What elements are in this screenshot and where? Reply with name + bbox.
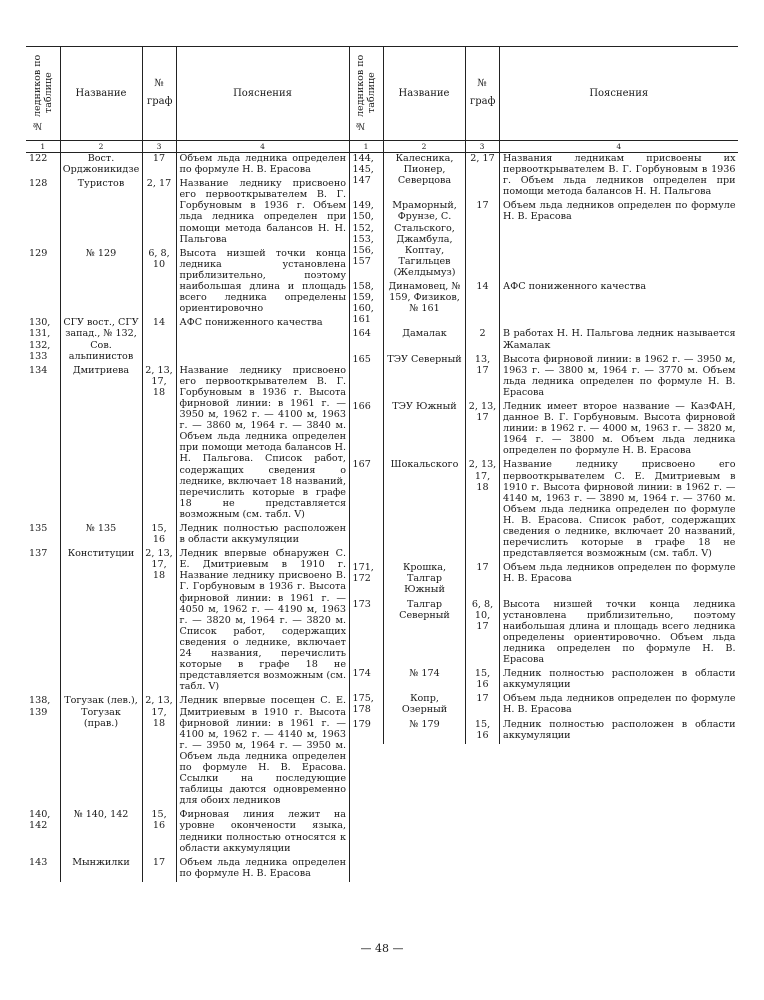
row-note: Названия ледникам присвоены их первооткрывателем В. Г. Горбуновым в 1936 г. Объем льда ледников определен при помощи метода балансов Н. Н. Пальгова [500,153,739,200]
row-number: 129 [29,247,48,259]
row-number: 171, 172 [352,562,374,585]
row-note: Объем льда ледников определен по формуле Н. В. Ерасова [500,200,739,281]
row-note: Ледник полностью расположен в области аккумуляции [176,523,349,548]
graf-number: 6, 8, 10, 17 [466,599,500,669]
col-header-num-right: № ледников по таблице [349,46,383,141]
row-number: 179 [352,718,371,730]
row-note: Ледник полностью расположен в области аккумуляции [500,668,739,693]
row-number: 134 [29,364,48,376]
graf-number: 2, 13, 17 [466,401,500,459]
colnum: 1 [349,141,383,153]
graf-number: 2, 17 [466,153,500,200]
data-table [26,46,738,882]
row-number: 166 [352,400,371,412]
glacier-name: Дмитриева [60,365,142,523]
colnum: 2 [60,141,142,153]
graf-number: 2, 13, 17, 18 [466,459,500,562]
glacier-name: Копр, Озерный [384,693,466,718]
row-note: Высота низшей точки конца ледника установлена приблизительно, поэтому наибольшая длина и площадь всего ледника определены ориентировочно [176,248,349,318]
row-note: Фирновая линия лежит на уровне окончености языка, ледники полностью относятся к области аккумуляции [176,809,349,856]
row-note: Название леднику присвоено его первооткрывателем С. Е. Дмитриевым в 1910 г. Высота фирновой линии: в 1962 г. — 4140 м, 1963 г. — 3890 м, 1964 г. — 3760 м. Объем льда ледника определен по формуле Н. В. Ерасова. Список работ, содержащих сведения о леднике, включает 20 названий, перечислить которые в графе 18 не представляется возможным (см. табл. V) [500,459,739,562]
table-row [350,354,739,401]
glacier-name: Дамалак [384,328,466,353]
table-row [26,523,349,548]
graf-number: 6, 8, 10 [142,248,176,318]
row-note: Объем льда ледников определен по формуле Н. В. Ерасова [500,693,739,718]
glacier-name: Шокальского [384,459,466,562]
row-number: 140, 142 [29,809,51,832]
col-header-graf-right [465,46,499,141]
glacier-name: Конституции [60,548,142,695]
table-row [350,668,739,693]
colnum: 4 [499,141,738,153]
row-note: Ледник впервые посещен С. Е. Дмитриевым в 1910 г. Высота фирновой линии: в 1961 г. — 4100 м, 1962 г. — 4140 м, 1963 г. — 3950 м, 1964 г. — 3950 м. Объем льда ледника определен по формуле Н. В. Ерасова. Ссылки на последующие таблицы даются одновременно для обоих ледников [176,695,349,809]
graf-number: 15, 16 [466,668,500,693]
row-number: 164 [352,328,371,340]
col-header-graf-left [142,46,176,141]
row-number: 175, 178 [352,693,374,716]
header-row [26,46,738,141]
table-row [350,401,739,459]
table-row [350,200,739,281]
col-header-name-right: Название [383,46,465,141]
left-subtable [26,153,349,882]
row-note: Ледник имеет второе название — КазФАН, данное В. Г. Горбуновым. Высота фирновой линии: в 1962 г. — 4000 м, 1963 г. — 3820 м, 1964 г. — 3800 м. Объем льда ледника определен по формуле Н. В. Ерасова [500,401,739,459]
right-subtable [350,153,739,744]
table-row [350,153,739,200]
table-row [350,562,739,598]
row-number: 173 [352,598,371,610]
graf-number: 2, 13, 17, 18 [142,548,176,695]
row-note: Объем льда ледников определен по формуле Н. В. Ерасова [500,562,739,598]
row-note: Название леднику присвоено его первооткрывателем В. Г. Горбуновым в 1936 г. Высота фирновой линии: в 1961 г. — 3950 м, 1962 г. — 4100 м, 1963 г. — 3860 м, 1964 г. — 3840 м. Объем льда ледника определен при помощи метода балансов Н. Н. Пальгова. Список работ, содержащих сведения о леднике, включает 18 названий, перечислить которые в графе 18 не представляется возможным (см. табл. V) [176,365,349,523]
table-row [26,857,349,882]
right-half [349,153,738,882]
colnum: 1 [26,141,60,153]
table-row [350,328,739,353]
col-header-notes-left: Пояснения [176,46,349,141]
row-number: 149, 150, 152, 153, 156, 157 [352,200,374,267]
table-row [26,317,349,364]
glacier-name: Талгар Северный [384,599,466,669]
graf-number: 14 [466,281,500,328]
graf-header-text: № граф [470,78,496,107]
glacier-name: ТЭУ Северный [384,354,466,401]
glacier-name: № 174 [384,668,466,693]
graf-number: 15, 16 [466,719,500,744]
table-body [26,153,738,882]
table-row [26,365,349,523]
graf-number: 17 [142,153,176,178]
row-note: В работах Н. Н. Пальгова ледник называется Жамалак [500,328,739,353]
row-note: Высота низшей точки конца ледника установлена приблизительно, поэтому наибольшая длина и площадь всего ледника определены ориентировочно. Объем льда ледника определен по формуле Н. В. Ерасова [500,599,739,669]
colnum: 3 [142,141,176,153]
colnum: 4 [176,141,349,153]
glacier-name: ТЭУ Южный [384,401,466,459]
row-number: 167 [352,459,371,471]
graf-number: 17 [466,562,500,598]
row-number: 138, 139 [29,695,51,718]
glacier-name: Мынжилки [60,857,142,882]
column-number-row [26,141,738,153]
glacier-name: Вост. Орджоникидзе [60,153,142,178]
col-header-notes-right: Пояснения [499,46,738,141]
row-number: 137 [29,548,48,560]
row-note: АФС пониженного качества [176,317,349,364]
row-note: Объем льда ледника определен по формуле Н. В. Ерасова [176,857,349,882]
graf-number: 15, 16 [142,809,176,856]
graf-number: 15, 16 [142,523,176,548]
glacier-name: № 129 [60,248,142,318]
row-note: АФС пониженного качества [500,281,739,328]
graf-number: 2, 13, 17, 18 [142,365,176,523]
glacier-name: № 135 [60,523,142,548]
row-number: 122 [29,153,48,164]
row-note: Ледник полностью расположен в области аккумуляции [500,719,739,744]
glacier-name: Динамовец, № 159, Физиков, № 161 [384,281,466,328]
glacier-name: Крошка, Талгар Южный [384,562,466,598]
table-row [26,695,349,809]
table-row [26,548,349,695]
row-number: 143 [29,856,48,868]
graf-number: 17 [466,200,500,281]
row-note: Ледник впервые обнаружен С. Е. Дмитриевым в 1910 г. Название леднику присвоено В. Г. Горбуновым в 1936 г. Высота фирновой линии: в 1961 г. — 4050 м, 1962 г. — 4190 м, 1963 г. — 3820 м, 1964 г. — 3820 м. Список работ, содержащих сведения о леднике, включает 24 названия, перечислить которые в графе 18 не представляется возможным (см. табл. V) [176,548,349,695]
glacier-name: Тогузак (лев.), Тогузак (прав.) [60,695,142,809]
glacier-name: № 179 [384,719,466,744]
table-row [26,178,349,248]
table-row [350,459,739,562]
glacier-name: Мраморный, Фрунзе, С. Стальского, Джамбула, Коптау, Тагильцев (Желдымуз) [384,200,466,281]
graf-number: 17 [466,693,500,718]
row-number: 165 [352,353,371,365]
row-number: 144, 145, 147 [352,153,374,187]
glacier-notes-table [26,46,738,882]
row-note: Название леднику присвоено его первооткрывателем В. Г. Горбуновым в 1936 г. Объем льда ледника определен при помощи метода балансов Н. Н. Пальгова [176,178,349,248]
table-row [26,809,349,856]
table-row [350,281,739,328]
graf-header-text: № граф [147,78,173,107]
row-number: 130, 131, 132, 133 [29,317,51,362]
table-row [26,153,349,178]
row-number: 174 [352,668,371,680]
graf-number: 13, 17 [466,354,500,401]
row-note: Высота фирновой линии: в 1962 г. — 3950 м, 1963 г. — 3800 м, 1964 г. — 3770 м. Объем льда ледника определен по формуле Н. В. Ерасова [500,354,739,401]
row-number: 128 [29,178,48,190]
graf-number: 2, 17 [142,178,176,248]
glacier-name: СГУ вост., СГУ запад., № 132, Сов. альпинистов [60,317,142,364]
table-row [26,248,349,318]
table-row [350,719,739,744]
page-number: — 48 — [360,942,404,955]
glacier-name: Туристов [60,178,142,248]
table-row [350,693,739,718]
colnum: 2 [383,141,465,153]
graf-number: 14 [142,317,176,364]
colnum: 3 [465,141,499,153]
glacier-name: Калесника, Пионер, Северцова [384,153,466,200]
graf-number: 2, 13, 17, 18 [142,695,176,809]
graf-number: 2 [466,328,500,353]
graf-number: 17 [142,857,176,882]
left-half [26,153,349,882]
col-header-name-left: Название [60,46,142,141]
row-number: 158, 159, 160, 161 [352,281,374,326]
row-note: Объем льда ледника определен по формуле Н. В. Ерасова [176,153,349,178]
col-header-num-left: № ледников по таблице [26,46,60,141]
table-row [350,599,739,669]
row-number: 135 [29,523,48,534]
glacier-name: № 140, 142 [60,809,142,856]
